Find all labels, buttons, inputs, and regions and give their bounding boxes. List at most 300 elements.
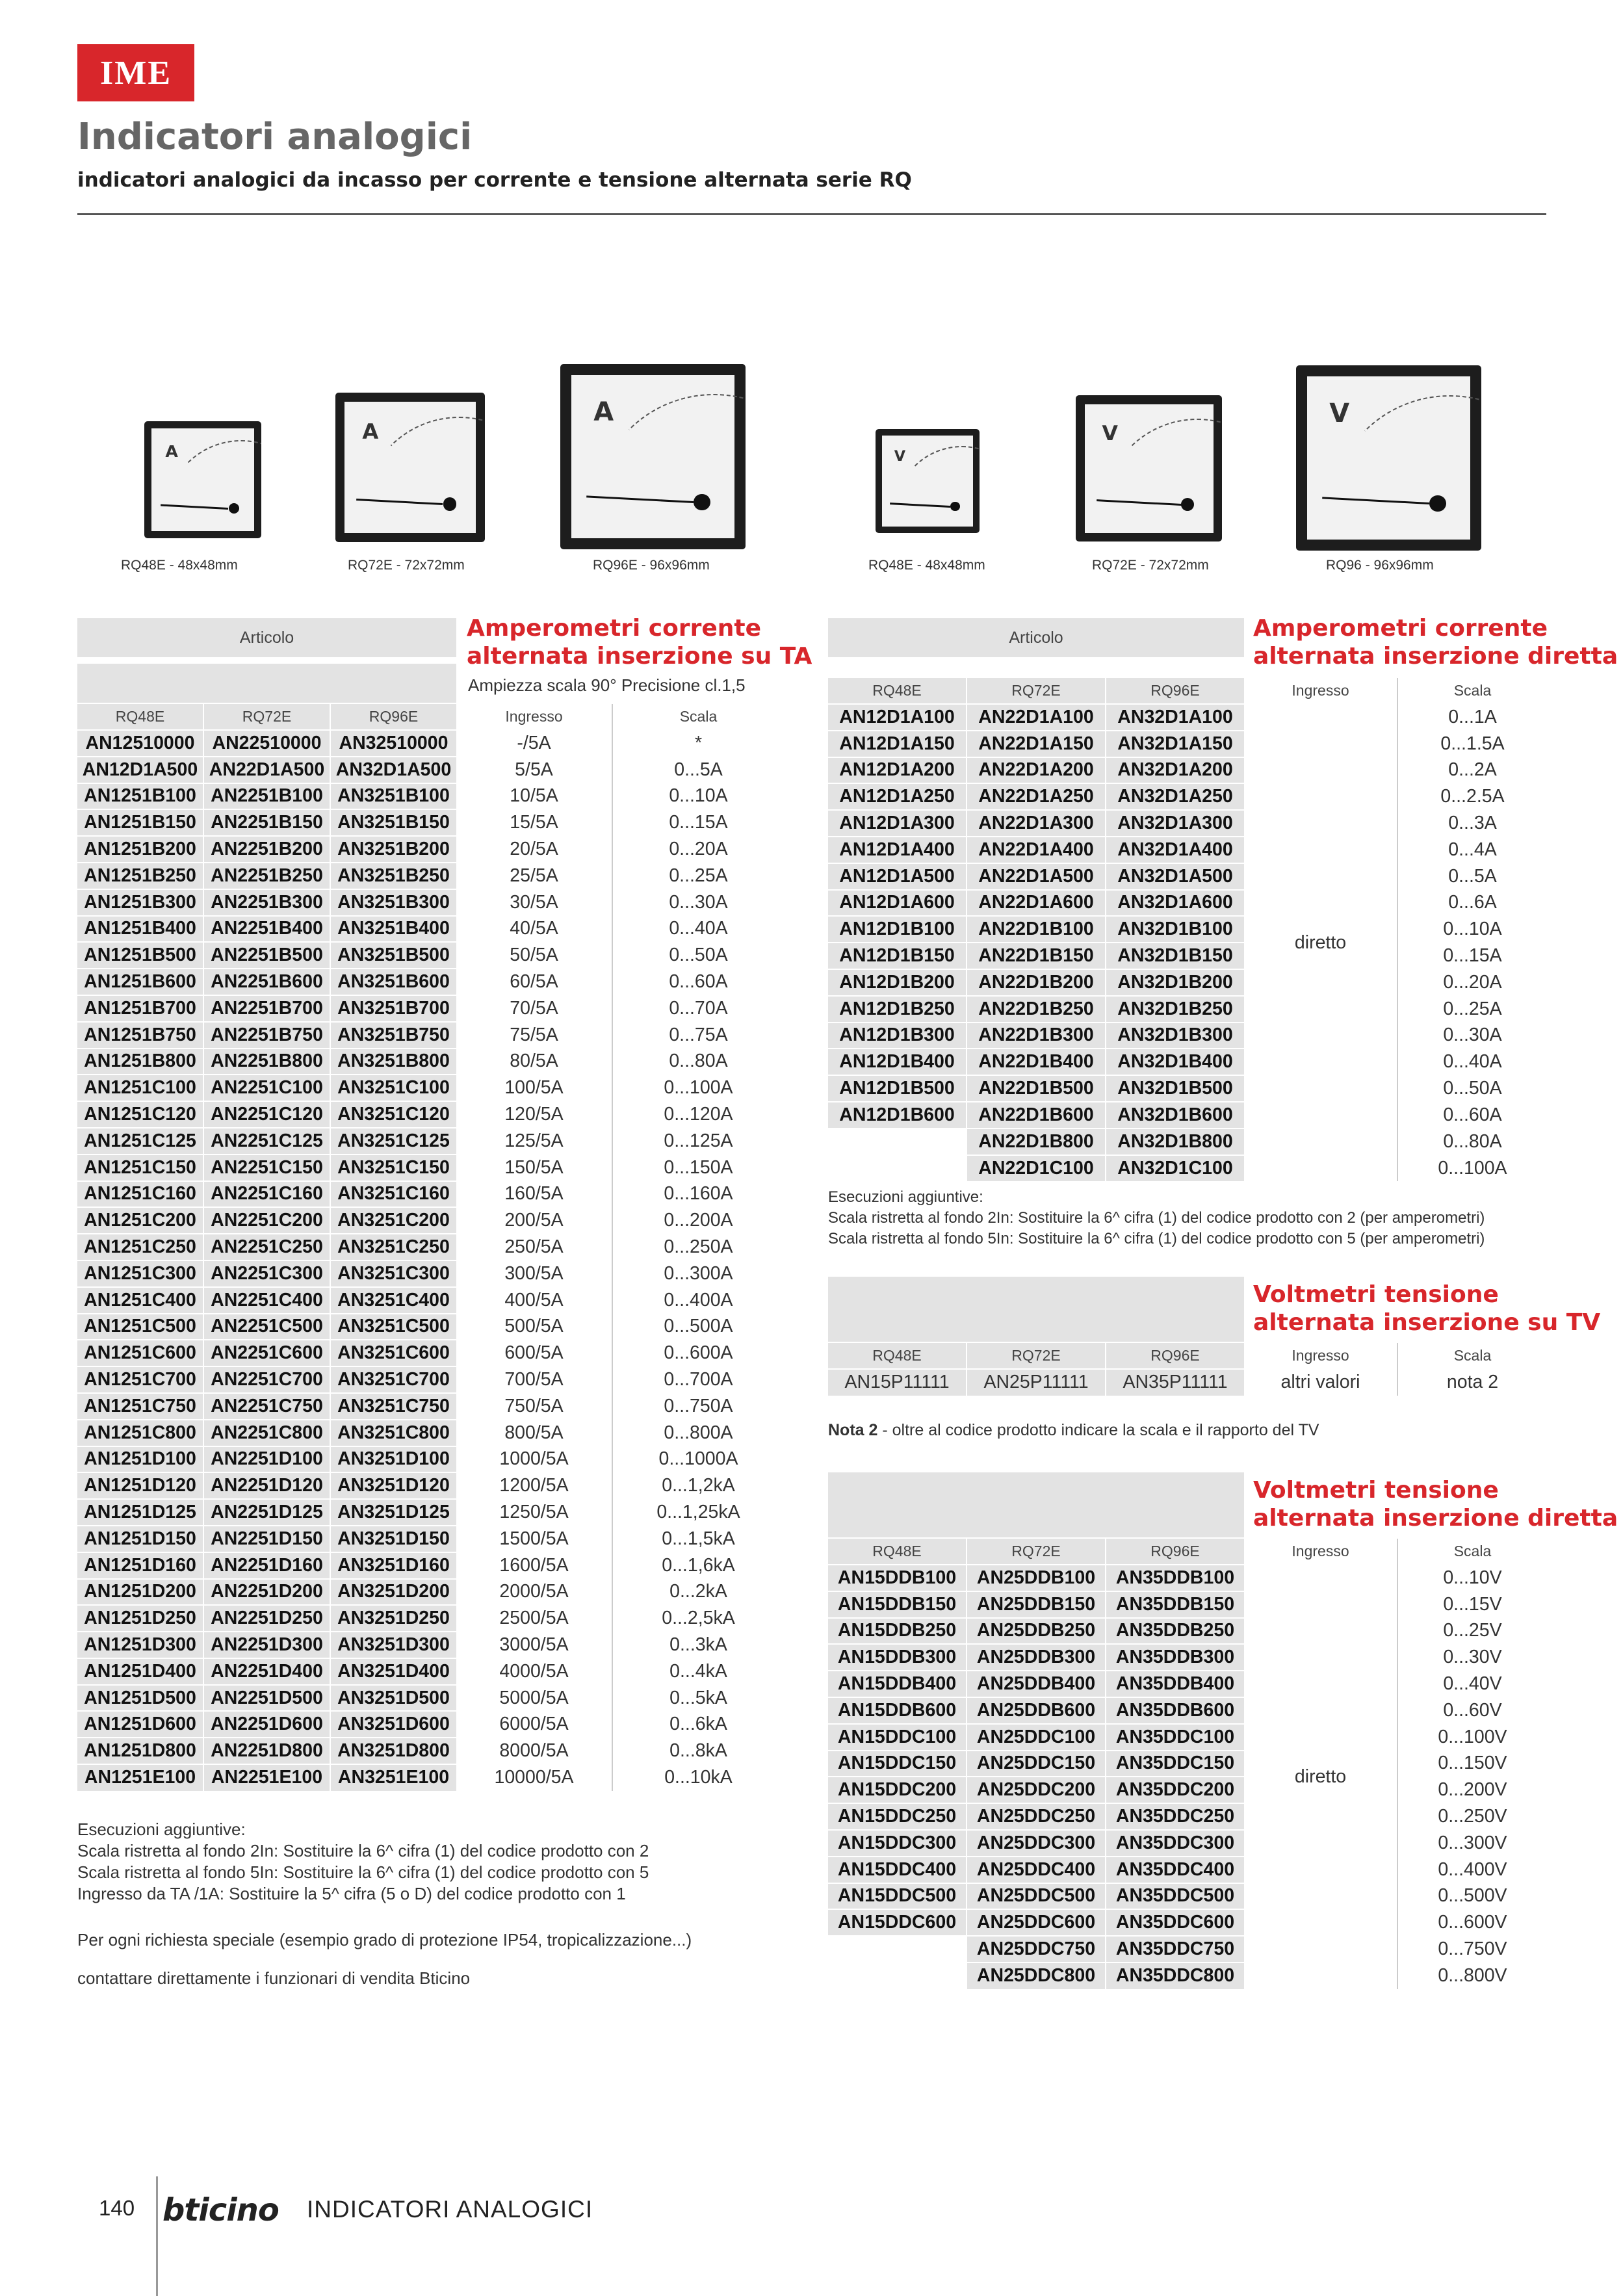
code-72: AN2251C300 bbox=[203, 1260, 330, 1287]
code-96: AN3251C400 bbox=[330, 1287, 456, 1314]
code-48: AN12D1A250 bbox=[828, 783, 967, 810]
code-72: AN2251B600 bbox=[203, 969, 330, 995]
ingresso-cell: 10/5A bbox=[456, 783, 612, 810]
code-72: AN22D1B400 bbox=[967, 1049, 1106, 1075]
table-row bbox=[77, 1207, 784, 1234]
code-96: AN3251D300 bbox=[330, 1632, 456, 1658]
code-96: AN35DDC150 bbox=[1106, 1751, 1244, 1777]
meter-scale bbox=[362, 417, 556, 611]
ingresso-cell: 25/5A bbox=[456, 863, 612, 889]
table-row bbox=[828, 1049, 1547, 1075]
code-72: AN2251B300 bbox=[203, 889, 330, 916]
code-72: AN2251B500 bbox=[203, 942, 330, 969]
section-title-line: Voltmetri tensione bbox=[1253, 1477, 1499, 1504]
table-row bbox=[77, 1101, 784, 1128]
code-72: AN2251C100 bbox=[203, 1075, 330, 1101]
scala-cell: 0...10kA bbox=[612, 1764, 784, 1791]
code-72: AN25DDC300 bbox=[967, 1830, 1106, 1857]
code-48: AN1251C600 bbox=[77, 1340, 203, 1366]
code-96: AN32D1B600 bbox=[1106, 1102, 1244, 1128]
code-96: AN3251C300 bbox=[330, 1260, 456, 1287]
scala-cell: 0...15A bbox=[612, 809, 784, 836]
table-row bbox=[77, 1605, 784, 1632]
scala-cell: 0...5A bbox=[612, 757, 784, 783]
meter-image bbox=[1296, 365, 1481, 551]
code-72: AN25DDB300 bbox=[967, 1644, 1106, 1671]
table-row bbox=[77, 1181, 784, 1208]
code-48: AN1251D300 bbox=[77, 1632, 203, 1658]
scala-cell: 0...800V bbox=[1397, 1963, 1547, 1989]
scala-cell: 0...1,6kA bbox=[612, 1552, 784, 1579]
scala-cell: 0...600V bbox=[1397, 1909, 1547, 1936]
meter-image bbox=[335, 393, 485, 542]
code-72: AN2251D160 bbox=[203, 1552, 330, 1579]
meter-caption: RQ72E - 72x72mm bbox=[1092, 558, 1209, 573]
articolo-header-blank bbox=[828, 1277, 1244, 1342]
code-96: AN32D1A400 bbox=[1106, 837, 1244, 863]
code-72: AN2251C700 bbox=[203, 1366, 330, 1393]
code-96: AN3251C500 bbox=[330, 1314, 456, 1340]
articolo-header: Articolo bbox=[77, 618, 456, 657]
code-96: AN35DDB100 bbox=[1106, 1565, 1244, 1591]
code-96: AN35DDC400 bbox=[1106, 1857, 1244, 1883]
col-header: RQ96E bbox=[330, 704, 456, 730]
meter-knob bbox=[1429, 495, 1446, 512]
col-header: RQ72E bbox=[967, 678, 1106, 704]
ingresso-cell: 1250/5A bbox=[456, 1499, 612, 1526]
table-row bbox=[828, 1644, 1547, 1671]
code-72: AN22D1B300 bbox=[967, 1023, 1106, 1049]
meter-image bbox=[1076, 395, 1222, 541]
code-48: AN1251D500 bbox=[77, 1685, 203, 1712]
table-row bbox=[77, 916, 784, 943]
nota-text: - oltre al codice prodotto indicare la scala e il rapporto del TV bbox=[877, 1421, 1319, 1439]
code-48: AN1251D400 bbox=[77, 1658, 203, 1685]
meter-scale bbox=[1102, 419, 1293, 609]
table-row bbox=[828, 1618, 1547, 1645]
ingresso-cell: 30/5A bbox=[456, 889, 612, 916]
code-48 bbox=[828, 1155, 967, 1182]
table-row bbox=[77, 1526, 784, 1552]
meter-unit: V bbox=[894, 447, 906, 465]
ingresso-cell: 2000/5A bbox=[456, 1579, 612, 1606]
code-48: AN1251B200 bbox=[77, 836, 203, 863]
scala-cell: 0...1,25kA bbox=[612, 1499, 784, 1526]
direct-amperometer-table bbox=[828, 678, 1547, 1181]
page-subtitle: indicatori analogici da incasso per corrente e tensione alternata serie RQ bbox=[77, 168, 912, 192]
note-line: Esecuzioni aggiuntive: bbox=[828, 1188, 983, 1206]
code-72: AN22D1B200 bbox=[967, 969, 1106, 996]
code-96: AN3251B400 bbox=[330, 916, 456, 943]
scala-cell: 0...30A bbox=[1397, 1023, 1547, 1049]
section-title-line: Voltmetri tensione bbox=[1253, 1281, 1499, 1308]
ingresso-cell: 5000/5A bbox=[456, 1685, 612, 1712]
scala-cell: 0...15V bbox=[1397, 1591, 1547, 1618]
scala-cell: 0...60V bbox=[1397, 1697, 1547, 1724]
scala-cell: 0...750A bbox=[612, 1393, 784, 1420]
code-72: AN22D1A500 bbox=[967, 863, 1106, 890]
table-row bbox=[77, 1075, 784, 1101]
ingresso-cell: 1600/5A bbox=[456, 1552, 612, 1579]
ingresso-cell: altri valori bbox=[1244, 1369, 1397, 1396]
code-48: AN1251E100 bbox=[77, 1764, 203, 1791]
code-96: AN32D1A500 bbox=[1106, 863, 1244, 890]
scala-cell: 0...1000A bbox=[612, 1446, 784, 1473]
code-72: AN22D1B500 bbox=[967, 1075, 1106, 1102]
col-header: RQ72E bbox=[203, 704, 330, 730]
code-96: AN32D1B200 bbox=[1106, 969, 1244, 996]
table-row bbox=[77, 1632, 784, 1658]
col-header: Scala bbox=[1397, 1343, 1547, 1369]
note-contact: contattare direttamente i funzionari di vendita Bticino bbox=[77, 1968, 471, 1988]
code-48 bbox=[828, 1963, 967, 1989]
code-72: AN25DDB100 bbox=[967, 1565, 1106, 1591]
table-row bbox=[828, 837, 1547, 863]
spec-text: Ampiezza scala 90° Precisione cl.1,5 bbox=[468, 675, 746, 695]
table-row bbox=[77, 1764, 784, 1791]
scala-cell: 0...4A bbox=[1397, 837, 1547, 863]
scala-cell: 0...80A bbox=[612, 1049, 784, 1075]
code-72: AN2251D100 bbox=[203, 1446, 330, 1473]
code-72: AN22D1A600 bbox=[967, 890, 1106, 917]
table-row bbox=[828, 1023, 1547, 1049]
table-row bbox=[77, 942, 784, 969]
code-48: AN12D1A100 bbox=[828, 704, 967, 731]
code-96: AN3251D400 bbox=[330, 1658, 456, 1685]
code-72: AN2251C150 bbox=[203, 1155, 330, 1181]
code-96: AN3251C700 bbox=[330, 1366, 456, 1393]
code-96: AN3251E100 bbox=[330, 1764, 456, 1791]
scala-cell: 0...20A bbox=[1397, 969, 1547, 996]
scala-cell: 0...500A bbox=[612, 1314, 784, 1340]
code-72: AN2251D300 bbox=[203, 1632, 330, 1658]
scala-cell: 0...200V bbox=[1397, 1777, 1547, 1803]
col-header: Ingresso bbox=[1292, 682, 1349, 699]
ingresso-cell: 700/5A bbox=[456, 1366, 612, 1393]
code-72: AN2251D120 bbox=[203, 1472, 330, 1499]
col-header: RQ96E bbox=[1106, 1539, 1244, 1565]
ingresso-cell: 75/5A bbox=[456, 1022, 612, 1049]
code-72: AN22D1B600 bbox=[967, 1102, 1106, 1128]
code-96: AN35DDB250 bbox=[1106, 1618, 1244, 1645]
ime-logo: IME bbox=[77, 44, 194, 101]
table-row bbox=[828, 863, 1547, 890]
table-row bbox=[828, 1102, 1547, 1128]
code-72: AN25DDC250 bbox=[967, 1803, 1106, 1830]
scala-cell: 0...120A bbox=[612, 1101, 784, 1128]
code-48: AN12D1B150 bbox=[828, 943, 967, 969]
scala-cell: 0...3kA bbox=[612, 1632, 784, 1658]
ingresso-cell: 15/5A bbox=[456, 809, 612, 836]
section-title-line: Amperometri corrente bbox=[1253, 615, 1548, 642]
ingresso-cell: 4000/5A bbox=[456, 1658, 612, 1685]
scala-cell: 0...40A bbox=[1397, 1049, 1547, 1075]
ingresso-cell: 50/5A bbox=[456, 942, 612, 969]
table-row bbox=[828, 916, 1547, 943]
section-title-line: alternata inserzione su TV bbox=[1253, 1309, 1601, 1336]
code-48: AN15DDB400 bbox=[828, 1671, 967, 1697]
code-96: AN32510000 bbox=[330, 730, 456, 757]
scala-cell: 0...500V bbox=[1397, 1883, 1547, 1910]
articolo-header-blank bbox=[828, 1472, 1244, 1537]
code-48: AN15DDC600 bbox=[828, 1909, 967, 1936]
table-row bbox=[77, 995, 784, 1022]
ingresso-cell: 100/5A bbox=[456, 1075, 612, 1101]
table-row bbox=[77, 863, 784, 889]
scala-cell: 0...5A bbox=[1397, 863, 1547, 890]
code-96: AN35DDC200 bbox=[1106, 1777, 1244, 1803]
code-96: AN35DDC800 bbox=[1106, 1963, 1244, 1989]
ingresso-cell: diretto bbox=[1244, 1565, 1397, 1989]
meter-unit: V bbox=[1329, 398, 1350, 429]
code-96: AN35DDB400 bbox=[1106, 1671, 1244, 1697]
ingresso-cell: diretto bbox=[1244, 704, 1397, 1181]
code-48: AN1251B800 bbox=[77, 1049, 203, 1075]
scala-cell: 0...50A bbox=[1397, 1075, 1547, 1102]
code-96: AN3251D150 bbox=[330, 1526, 456, 1552]
scala-cell: 0...60A bbox=[1397, 1102, 1547, 1128]
code-48: AN1251B150 bbox=[77, 809, 203, 836]
code-96: AN35DDC100 bbox=[1106, 1724, 1244, 1751]
code-96: AN3251B100 bbox=[330, 783, 456, 810]
code-72: AN25DDB600 bbox=[967, 1697, 1106, 1724]
table-row bbox=[77, 1499, 784, 1526]
code-96: AN3251B300 bbox=[330, 889, 456, 916]
code-72: AN22D1A400 bbox=[967, 837, 1106, 863]
code-96: AN3251C160 bbox=[330, 1181, 456, 1208]
code-48: AN1251C750 bbox=[77, 1393, 203, 1420]
articolo-subheader bbox=[77, 664, 456, 703]
nota-2 bbox=[828, 1420, 1319, 1441]
code-96: AN32D1A250 bbox=[1106, 783, 1244, 810]
code-72: AN2251B250 bbox=[203, 863, 330, 889]
direct-voltmeter-table bbox=[828, 1539, 1547, 1989]
code-96: AN3251D800 bbox=[330, 1738, 456, 1764]
notes-left bbox=[77, 1819, 649, 1905]
col-header: RQ96E bbox=[1106, 678, 1244, 704]
scala-cell: 0...50A bbox=[612, 942, 784, 969]
ingresso-cell: 750/5A bbox=[456, 1393, 612, 1420]
note-line: Scala ristretta al fondo 5In: Sostituire la 6^ cifra (1) del codice prodotto con 5 (per amperometri) bbox=[828, 1230, 1485, 1247]
table-row bbox=[77, 1446, 784, 1473]
code-96: AN32D1B500 bbox=[1106, 1075, 1244, 1102]
code-48: AN1251B700 bbox=[77, 995, 203, 1022]
table-row bbox=[77, 969, 784, 995]
table-row bbox=[77, 1393, 784, 1420]
code-48: AN1251C100 bbox=[77, 1075, 203, 1101]
scala-cell: 0...400A bbox=[612, 1287, 784, 1314]
scala-cell: 0...150V bbox=[1397, 1751, 1547, 1777]
code-48: AN12D1A150 bbox=[828, 731, 967, 757]
section-title-line: Amperometri corrente bbox=[467, 615, 762, 642]
scala-cell: 0...25A bbox=[1397, 996, 1547, 1023]
code-96: AN32D1A300 bbox=[1106, 810, 1244, 837]
ingresso-cell: 6000/5A bbox=[456, 1711, 612, 1738]
ingresso-cell: 400/5A bbox=[456, 1287, 612, 1314]
meter-image bbox=[876, 429, 980, 533]
code-48: AN1251B500 bbox=[77, 942, 203, 969]
col-header: RQ72E bbox=[967, 1343, 1106, 1369]
scala-cell: 0...8kA bbox=[612, 1738, 784, 1764]
bticino-logo: bticino bbox=[162, 2192, 279, 2228]
ingresso-cell: 2500/5A bbox=[456, 1605, 612, 1632]
meter-caption: RQ96 - 96x96mm bbox=[1326, 558, 1434, 573]
meter-caption: RQ96E - 96x96mm bbox=[593, 558, 710, 573]
col-header: RQ48E bbox=[828, 1343, 967, 1369]
code-48: AN1251D600 bbox=[77, 1711, 203, 1738]
table-row bbox=[77, 1128, 784, 1155]
code-72: AN22D1B150 bbox=[967, 943, 1106, 969]
meter-unit: V bbox=[1102, 421, 1118, 445]
code-96: AN3251C150 bbox=[330, 1155, 456, 1181]
scala-cell: 0...125A bbox=[612, 1128, 784, 1155]
table-row bbox=[828, 1883, 1547, 1910]
table-row bbox=[77, 1711, 784, 1738]
code-48: AN12D1B300 bbox=[828, 1023, 967, 1049]
table-row bbox=[77, 1234, 784, 1260]
meter-scale bbox=[593, 394, 835, 635]
code-96: AN35DDB150 bbox=[1106, 1591, 1244, 1618]
table-row bbox=[77, 1658, 784, 1685]
code-72: AN2251D150 bbox=[203, 1526, 330, 1552]
code-72: AN2251B750 bbox=[203, 1022, 330, 1049]
header-divider bbox=[77, 213, 1546, 215]
code-72: AN25DDC100 bbox=[967, 1724, 1106, 1751]
ingresso-cell: 600/5A bbox=[456, 1340, 612, 1366]
table-row bbox=[828, 890, 1547, 917]
table-row bbox=[828, 1830, 1547, 1857]
scala-cell: 0...400V bbox=[1397, 1857, 1547, 1883]
code-48: AN1251C250 bbox=[77, 1234, 203, 1260]
code-48: AN12D1A500 bbox=[828, 863, 967, 890]
table-row bbox=[77, 809, 784, 836]
code-48: AN1251D250 bbox=[77, 1605, 203, 1632]
section-title-line: alternata inserzione su TA bbox=[467, 643, 812, 670]
code-72: AN25DDC500 bbox=[967, 1883, 1106, 1910]
ingresso-cell: 200/5A bbox=[456, 1207, 612, 1234]
scala-cell: 0...100V bbox=[1397, 1724, 1547, 1751]
code-96: AN3251D200 bbox=[330, 1579, 456, 1606]
code-48: AN15DDB250 bbox=[828, 1618, 967, 1645]
meter-knob bbox=[229, 503, 239, 514]
table-row bbox=[828, 1591, 1547, 1618]
code-96: AN3251D125 bbox=[330, 1499, 456, 1526]
scala-cell: 0...60A bbox=[612, 969, 784, 995]
table-row bbox=[77, 730, 784, 757]
scala-cell: nota 2 bbox=[1397, 1369, 1547, 1396]
meter-knob bbox=[443, 497, 457, 511]
note-special: Per ogni richiesta speciale (esempio grado di protezione IP54, tropicalizzazione...) bbox=[77, 1930, 692, 1950]
table-row bbox=[828, 1936, 1547, 1963]
code-96: AN3251B750 bbox=[330, 1022, 456, 1049]
table-row bbox=[828, 1155, 1547, 1182]
code-96: AN3251B700 bbox=[330, 995, 456, 1022]
code-72: AN2251C600 bbox=[203, 1340, 330, 1366]
table-row bbox=[77, 1340, 784, 1366]
code-96: AN3251D120 bbox=[330, 1472, 456, 1499]
ingresso-cell: 8000/5A bbox=[456, 1738, 612, 1764]
code-96: AN32D1B300 bbox=[1106, 1023, 1244, 1049]
ingresso-cell: 3000/5A bbox=[456, 1632, 612, 1658]
code-72: AN22D1A150 bbox=[967, 731, 1106, 757]
code-48: AN1251C125 bbox=[77, 1128, 203, 1155]
scala-cell: 0...150A bbox=[612, 1155, 784, 1181]
scala-cell: 0...100A bbox=[1397, 1155, 1547, 1182]
articolo-header: Articolo bbox=[828, 618, 1244, 657]
code-48: AN1251B300 bbox=[77, 889, 203, 916]
section-title-tv bbox=[1253, 1281, 1600, 1337]
code-48: AN12D1B200 bbox=[828, 969, 967, 996]
code-96: AN32D1C100 bbox=[1106, 1155, 1244, 1182]
table-row bbox=[77, 1287, 784, 1314]
ingresso-cell: 60/5A bbox=[456, 969, 612, 995]
code-96: AN35DDC600 bbox=[1106, 1909, 1244, 1936]
ingresso-cell: 120/5A bbox=[456, 1101, 612, 1128]
code-96: AN3251C125 bbox=[330, 1128, 456, 1155]
table-row bbox=[828, 1751, 1547, 1777]
code-72: AN2251C750 bbox=[203, 1393, 330, 1420]
code-96: AN32D1A600 bbox=[1106, 890, 1244, 917]
code-48: AN12D1A200 bbox=[828, 757, 967, 784]
table-row bbox=[77, 1685, 784, 1712]
table-row bbox=[828, 704, 1547, 731]
col-header: RQ96E bbox=[1106, 1343, 1244, 1369]
ingresso-cell: 10000/5A bbox=[456, 1764, 612, 1791]
scala-cell: 0...30A bbox=[612, 889, 784, 916]
scala-cell: 0...300A bbox=[612, 1260, 784, 1287]
code-72: AN22D1C100 bbox=[967, 1155, 1106, 1182]
table-row bbox=[828, 783, 1547, 810]
table-row bbox=[77, 1420, 784, 1446]
scala-cell: 0...750V bbox=[1397, 1936, 1547, 1963]
code-72: AN25DDC800 bbox=[967, 1963, 1106, 1989]
code-96: AN3251B250 bbox=[330, 863, 456, 889]
code-96: AN32D1B800 bbox=[1106, 1128, 1244, 1155]
code-72: AN2251C500 bbox=[203, 1314, 330, 1340]
code-48: AN1251C150 bbox=[77, 1155, 203, 1181]
table-row bbox=[828, 1857, 1547, 1883]
code-48: AN1251D120 bbox=[77, 1472, 203, 1499]
scala-cell: 0...30V bbox=[1397, 1644, 1547, 1671]
code-72: AN2251C125 bbox=[203, 1128, 330, 1155]
code-72: AN2251D500 bbox=[203, 1685, 330, 1712]
col-header: Scala bbox=[1397, 1539, 1547, 1565]
code-96: AN3251B800 bbox=[330, 1049, 456, 1075]
code-48 bbox=[828, 1128, 967, 1155]
section-title-direct-v bbox=[1253, 1476, 1618, 1532]
code-72: AN25DDC400 bbox=[967, 1857, 1106, 1883]
code-48: AN15DDC500 bbox=[828, 1883, 967, 1910]
code-96: AN32D1B400 bbox=[1106, 1049, 1244, 1075]
scala-cell: 0...15A bbox=[1397, 943, 1547, 969]
code-96: AN35DDB300 bbox=[1106, 1644, 1244, 1671]
ingresso-cell: 1500/5A bbox=[456, 1526, 612, 1552]
ingresso-cell: 1200/5A bbox=[456, 1472, 612, 1499]
footer-divider bbox=[156, 2176, 158, 2296]
code-48: AN1251C120 bbox=[77, 1101, 203, 1128]
code-96: AN3251D250 bbox=[330, 1605, 456, 1632]
table-row bbox=[828, 1909, 1547, 1936]
note-line: Esecuzioni aggiuntive: bbox=[77, 1820, 246, 1839]
code-96: AN32D1B250 bbox=[1106, 996, 1244, 1023]
code-48: AN1251B600 bbox=[77, 969, 203, 995]
scala-cell: 0...250V bbox=[1397, 1803, 1547, 1830]
code-72: AN2251D400 bbox=[203, 1658, 330, 1685]
code-48: AN15DDB150 bbox=[828, 1591, 967, 1618]
scala-cell: 0...100A bbox=[612, 1075, 784, 1101]
code-72: AN2251C250 bbox=[203, 1234, 330, 1260]
code-48: AN1251C160 bbox=[77, 1181, 203, 1208]
